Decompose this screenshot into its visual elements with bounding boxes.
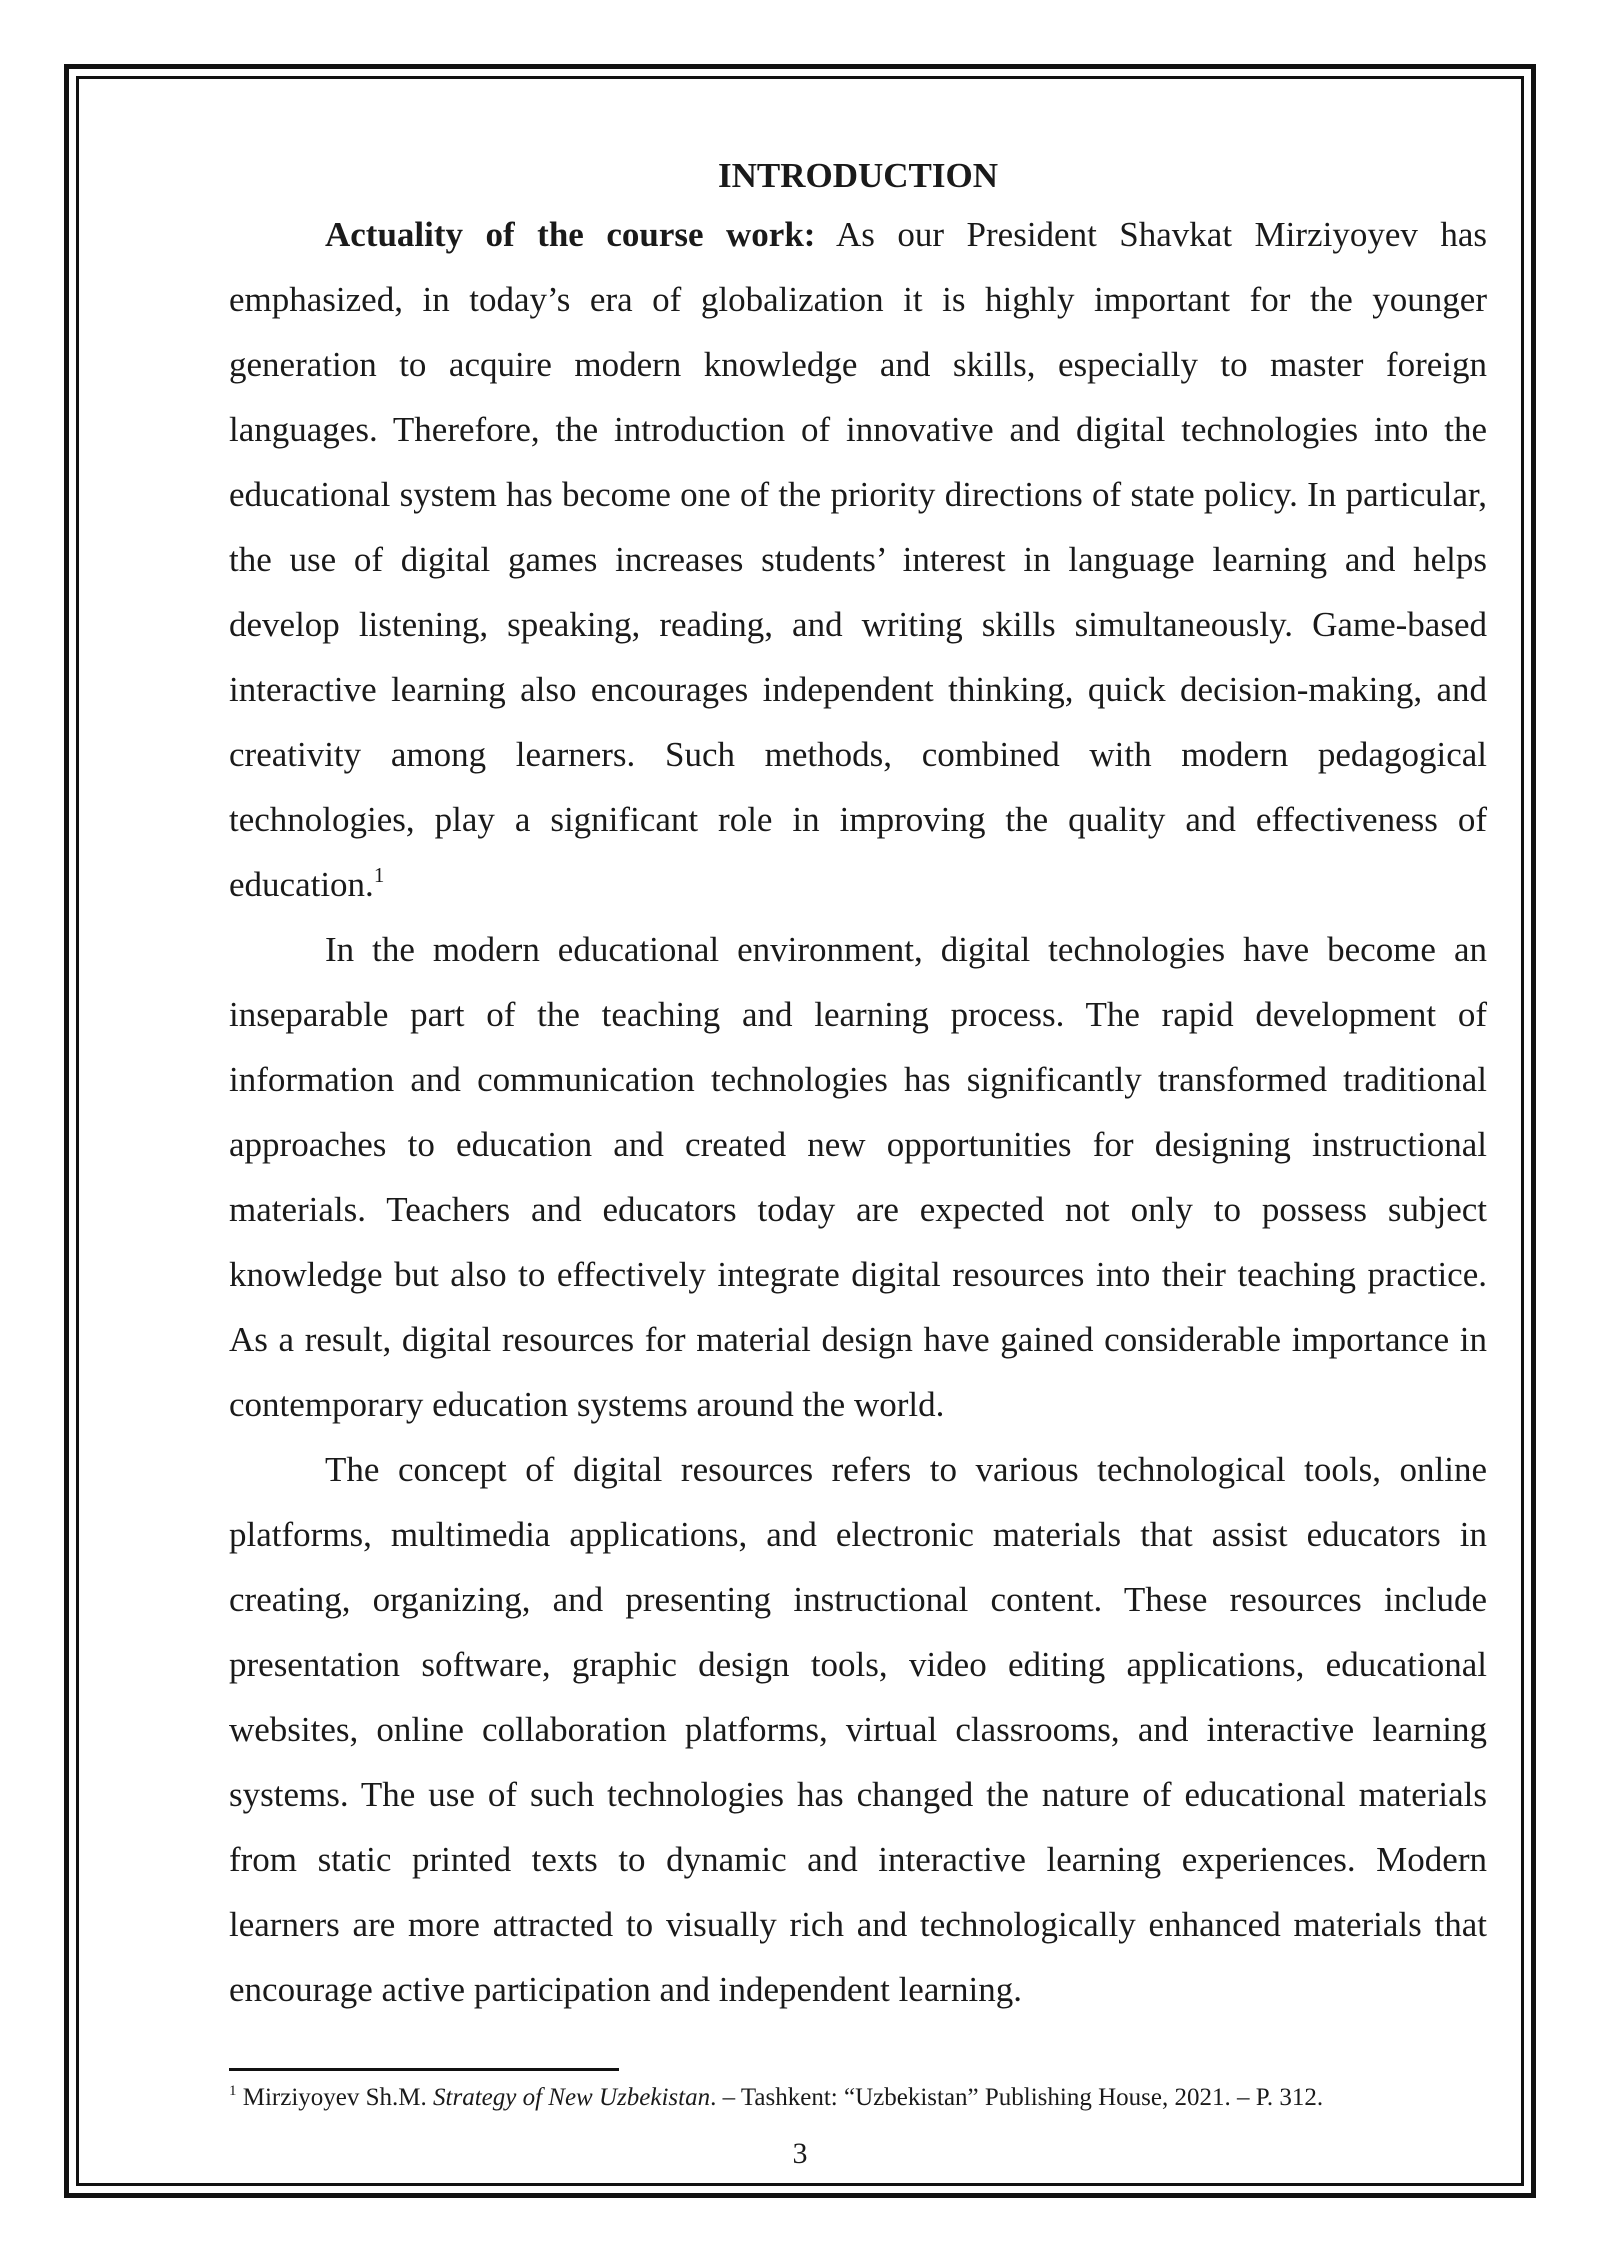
footnote-book-title: Strategy of New Uzbekistan xyxy=(433,2084,711,2111)
footnote-separator xyxy=(229,2068,619,2071)
document-body xyxy=(229,150,1487,2022)
footnote-marker: 1 xyxy=(229,2083,237,2099)
paragraph-digital-technologies: In the modern educational environment, digital technologies have become an inseparable part of the teaching and learning process. The rapid development of information and communication technologies has significantly transformed traditional approaches to education and created new opportunities for designing instructional materials. Teachers and educators today are expected not only to possess subject knowledge but also to effectively integrate digital resources into their teaching practice. As a result, digital resources for material design have gained considerable importance in contemporary education systems around the world. xyxy=(229,930,1487,1424)
page-number: 3 xyxy=(792,2137,808,2170)
paragraph-text: As our President Shavkat Mirziyoyev has emphasized, in today’s era of globalization it is highly important for the younger generation to acquire modern knowledge and skills, especially to master foreign languages. Therefore, the introduction of innovative and digital technologies into the educational system has become one of the priority directions of state policy. In particular, the use of digital games increases students’ interest in language learning and helps develop listening, speaking, reading, and writing skills simultaneously. Game-based interactive learning also encourages independent thinking, quick decision-making, and creativity among learners. Such methods, combined with modern pedagogical technologies, play a significant role in improving the quality and effectiveness of education. xyxy=(229,215,1488,904)
paragraph-actuality xyxy=(229,202,1487,917)
footnote xyxy=(229,2080,1487,2116)
footnote-reference: 1 xyxy=(373,863,385,887)
footnote-author: Mirziyoyev Sh.M. xyxy=(242,2084,434,2111)
paragraph-digital-resources: The concept of digital resources refers to various technological tools, online platforms, multimedia applications, and electronic materials that assist educators in creating, organizing, and presenting instructional content. These resources include presentation software, graphic design tools, video editing applications, educational websites, online collaboration platforms, virtual classrooms, and interactive learning systems. The use of such technologies has changed the nature of educational materials from static printed texts to dynamic and interactive learning experiences. Modern learners are more attracted to visually rich and technologically enhanced materials that encourage active participation and independent learning. xyxy=(229,1450,1487,2009)
paragraph-lead: Actuality of the course work: xyxy=(325,215,816,254)
footnote-details: . – Tashkent: “Uzbekistan” Publishing House, 2021. – P. 312. xyxy=(710,2084,1324,2111)
section-title: INTRODUCTION xyxy=(717,156,999,195)
